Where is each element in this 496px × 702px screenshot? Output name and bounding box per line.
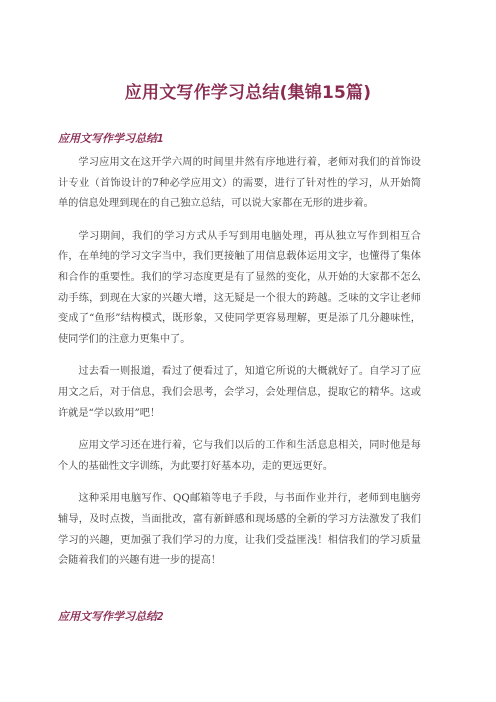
- paragraph: 过去看一则报道，看过了便看过了，知道它所说的大概就好了。自学习了应用文之后，对于信息，我们会思考，会学习，会处理信息，提取它的精华。这或许就是“学以致用”吧！: [58, 366, 421, 419]
- document-title: 应用文写作学习总结(集锦15篇): [124, 83, 372, 103]
- paragraph: 学习应用文在这开学六周的时间里井然有序地进行着，老师对我们的首饰设计专业（首饰设计的7种必学应用文）的需要，进行了针对性的学习，从开始简单的信息处理到现在的自己独立总结，可以说大家都在无形的进步着。: [58, 157, 421, 210]
- section-heading-2: 应用文写作学习总结2: [58, 610, 164, 623]
- paragraph: 学习期间，我们的学习方式从手写到用电脑处理，再从独立写作到相互合作，在单纯的学习文字当中，我们更接触了用信息载体运用文字，也懂得了集体和合作的重要性。我们的学习态度更是有了显然的变化，从开始的大家都不怎么动手练，到现在大家的兴趣大增，这无疑是一个很大的跨越。乏味的文字让老师变成了“鱼形”结构模式，既形象，又使同学更容易理解，更是添了几分趣味性，使同学们的注意力更集中了。: [58, 230, 421, 345]
- paragraph: 这种采用电脑写作、QQ邮箱等电子手段，与书面作业并行，老师到电脑旁辅导，及时点拨，当面批改，富有新鲜感和现场感的全新的学习方法激发了我们学习的兴趣，更加强了我们学习的力度，让我们受益匪浅！相信我们的学习质量会随着我们的兴趣有进一步的提高！: [58, 493, 421, 567]
- section-heading-1: 应用文写作学习总结1: [58, 132, 164, 145]
- section-1-body: [58, 153, 421, 584]
- paragraph: 应用文学习还在进行着，它与我们以后的工作和生活息息相关，同时他是每个人的基础性文字训练，为此要打好基本功，走的更远更好。: [58, 440, 421, 472]
